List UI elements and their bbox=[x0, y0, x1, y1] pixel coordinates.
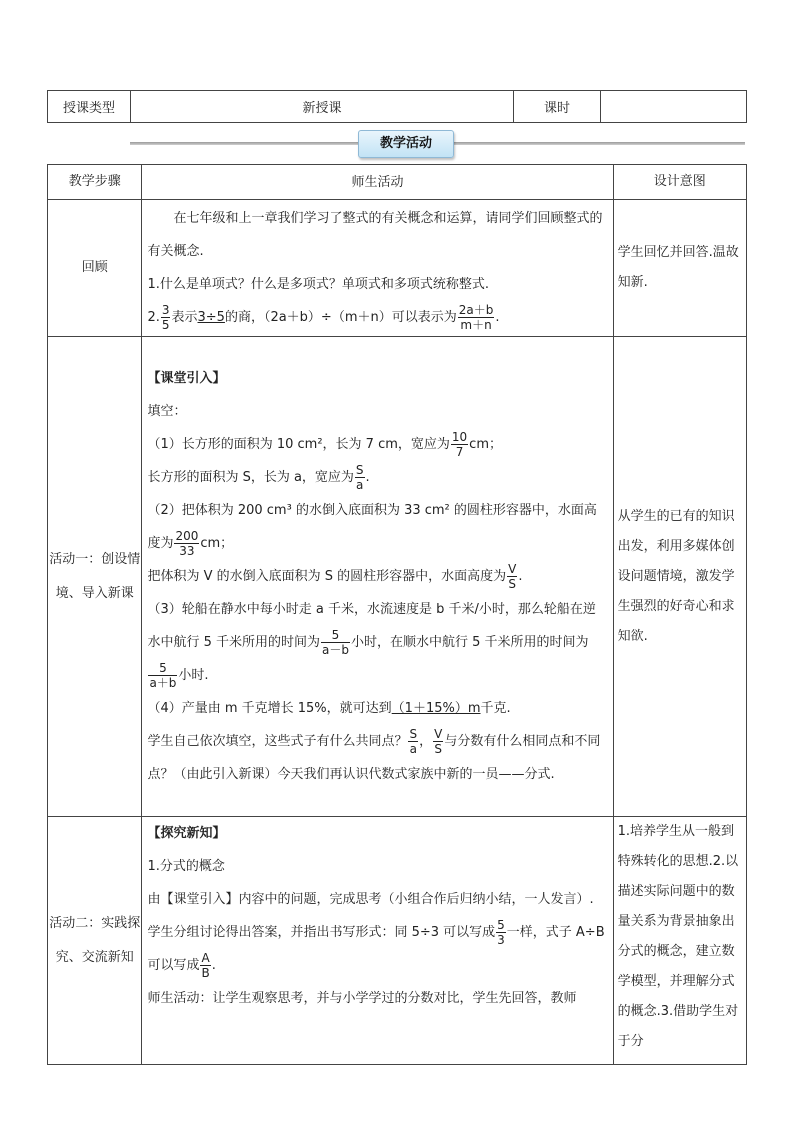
text: （4）产量由 m 千克增长 15%，就可达到 bbox=[147, 701, 392, 716]
text: . bbox=[211, 958, 216, 973]
denominator: 7 bbox=[455, 445, 464, 459]
section-banner: 教学活动 bbox=[358, 130, 454, 158]
section-title: 【课堂引入】 bbox=[147, 371, 226, 386]
text: cm； bbox=[469, 437, 502, 452]
question-1b bbox=[147, 461, 607, 494]
text: ， bbox=[419, 734, 433, 749]
activity-2-content bbox=[142, 817, 613, 1065]
text: cm； bbox=[200, 536, 234, 551]
fraction bbox=[355, 464, 365, 491]
fraction bbox=[451, 431, 468, 458]
underlined-text: 3÷5 bbox=[197, 310, 225, 325]
activity-2-design: 1.培养学生从一般到特殊转化的思想.2.以描述实际问题中的数量关系为背景抽象出分式的概念，建立数学模型，并理解分式的概念.3.借助学生对于分 bbox=[613, 817, 746, 1065]
question-2b bbox=[147, 560, 607, 593]
review-question-1: 1.什么是单项式？什么是多项式？单项式和多项式统称整式. bbox=[147, 277, 489, 292]
text: 学生分组讨论得出答案，并指出书写形式：同 5÷3 可以写成 bbox=[147, 925, 496, 940]
text: 小时. bbox=[178, 668, 209, 683]
fraction bbox=[148, 662, 177, 689]
numerator: 2a＋b bbox=[458, 303, 494, 317]
table-header-row bbox=[48, 165, 747, 200]
numerator: 5 bbox=[321, 629, 350, 643]
question-1a bbox=[147, 428, 607, 461]
denominator: B bbox=[201, 966, 210, 980]
step-activity-1: 活动一：创设情境、导入新课 bbox=[48, 337, 142, 817]
col-design-header: 设计意图 bbox=[613, 165, 746, 200]
text: 的商，（2a＋b）÷（m＋n）可以表示为 bbox=[224, 310, 457, 325]
text: . bbox=[365, 470, 370, 485]
numerator: 200 bbox=[175, 529, 199, 543]
type-value: 新授课 bbox=[131, 91, 514, 123]
concept-heading: 1.分式的概念 bbox=[147, 859, 225, 874]
table-row bbox=[48, 200, 747, 337]
text: 千克. bbox=[480, 701, 511, 716]
question-3 bbox=[147, 593, 607, 692]
denominator: m＋n bbox=[460, 318, 492, 332]
text: 把体积为 V 的水倒入底面积为 S 的圆柱形容器中，水面高度为 bbox=[147, 569, 507, 584]
fraction bbox=[433, 728, 443, 755]
denominator: a bbox=[356, 478, 364, 492]
numerator: 5 bbox=[148, 662, 177, 676]
activity-1-design: 从学生的已有的知识出发，利用多媒体创设问题情境，激发学生强烈的好奇心和求知欲. bbox=[613, 337, 746, 817]
type-label: 授课类型 bbox=[48, 91, 131, 123]
text: 学生自己依次填空，这些式子有什么共同点？ bbox=[147, 734, 408, 749]
text: 一样，式子 A÷B 可以写成 bbox=[147, 925, 605, 973]
hours-label: 课时 bbox=[514, 91, 601, 123]
activity-table bbox=[47, 164, 747, 1065]
step-review: 回顾 bbox=[48, 200, 142, 337]
denominator: a bbox=[409, 742, 417, 756]
table-row bbox=[48, 337, 747, 817]
discussion-text bbox=[147, 916, 607, 982]
numerator: 5 bbox=[497, 918, 505, 932]
underlined-text: （1＋15%）m bbox=[391, 701, 481, 716]
section-title: 【探究新知】 bbox=[147, 826, 226, 841]
numerator: A bbox=[201, 951, 210, 965]
fraction bbox=[408, 728, 418, 755]
denominator: S bbox=[508, 577, 517, 591]
question-2a bbox=[147, 494, 607, 560]
col-activity-header: 师生活动 bbox=[142, 165, 613, 200]
text: 2. bbox=[147, 310, 160, 325]
activity-1-content bbox=[142, 337, 613, 817]
question-5 bbox=[147, 725, 607, 791]
denominator: S bbox=[434, 742, 443, 756]
fraction bbox=[496, 919, 506, 946]
fraction bbox=[321, 629, 350, 656]
review-design: 学生回忆并回答.温故知新. bbox=[613, 200, 746, 337]
col-step-header: 教学步骤 bbox=[48, 165, 142, 200]
text: . bbox=[518, 569, 523, 584]
denominator: 33 bbox=[179, 544, 195, 558]
text: （1）长方形的面积为 10 cm²，长为 7 cm，宽应为 bbox=[147, 437, 450, 452]
fraction bbox=[161, 304, 171, 331]
numerator: V bbox=[508, 562, 517, 576]
review-question-2 bbox=[147, 301, 607, 334]
text: （2）把体积为 200 cm³ 的水倒入底面积为 33 cm² 的圆柱形容器中，水面高度为 bbox=[147, 503, 597, 551]
numerator: S bbox=[355, 463, 364, 477]
text: 与分数有什么相同点和不同点？（由此引入新课）今天我们再认识代数式家族中新的一员——分式. bbox=[147, 734, 601, 782]
numerator: 10 bbox=[451, 430, 468, 444]
fill-in-label: 填空： bbox=[147, 404, 187, 419]
step-activity-2: 活动二：实践探究、交流新知 bbox=[48, 817, 142, 1065]
text: . bbox=[495, 310, 500, 325]
hours-value bbox=[601, 91, 747, 123]
fraction bbox=[458, 304, 495, 331]
teacher-student-activity: 师生活动：让学生观察思考，并与小学学过的分数对比，学生先回答，教师 bbox=[147, 991, 577, 1006]
denominator: a＋b bbox=[149, 676, 177, 690]
denominator: 3 bbox=[497, 933, 505, 947]
lesson-info-table bbox=[47, 90, 747, 123]
denominator: 5 bbox=[161, 318, 170, 332]
text: 小时，在顺水中航行 5 千米所用的时间为 bbox=[350, 635, 589, 650]
text: （3）轮船在静水中每小时走 a 千米，水流速度是 b 千米/小时，那么轮船在逆水中航行 5 千米所用的时间为 bbox=[147, 602, 596, 650]
review-paragraph: 在七年级和上一章我们学习了整式的有关概念和运算，请同学们回顾整式的有关概念. bbox=[147, 211, 603, 259]
text: 长方形的面积为 S，长为 a，宽应为 bbox=[147, 470, 354, 485]
text: 表示 bbox=[171, 310, 198, 325]
numerator: 3 bbox=[161, 303, 170, 317]
think-instruction: 由【课堂引入】内容中的问题，完成思考（小组合作后归纳小结，一人发言）. bbox=[147, 892, 594, 907]
numerator: S bbox=[409, 727, 418, 741]
fraction bbox=[200, 952, 210, 979]
fraction bbox=[174, 530, 199, 557]
table-row bbox=[48, 817, 747, 1065]
question-4 bbox=[147, 692, 607, 725]
fraction bbox=[507, 563, 517, 590]
denominator: a－b bbox=[321, 643, 349, 657]
review-activity bbox=[142, 200, 613, 337]
numerator: V bbox=[434, 727, 443, 741]
